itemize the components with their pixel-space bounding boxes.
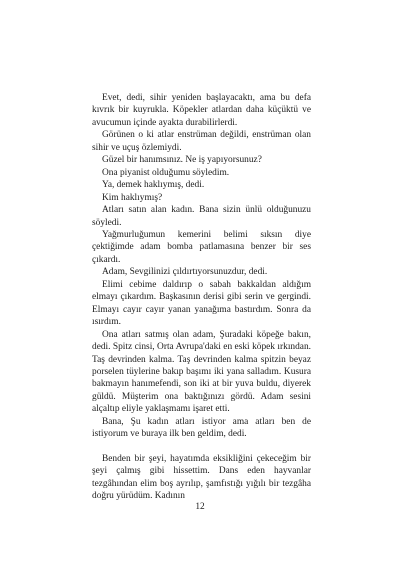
paragraph: Yağmurluğumun kemerini belimi sıksın diye çektiğimde adam bomba patlamasına benzer bir ses çıkardı. bbox=[92, 229, 311, 265]
paragraph: Atları satın alan kadın. Bana sizin ünlü olduğunuzu söyledi. bbox=[92, 205, 311, 228]
paragraph: Benden bir şeyi, hayatımda eksikliğini çekeceğim bir şeyi çalmış gibi hissettim. Dans eden hayvanlar tezgâhından elim boş ayrılıp, şamfıstığı yığılı bir tezgâha doğru yürüdüm. Kadının bbox=[92, 453, 311, 502]
paragraph: Bana, Şu kadın atları istiyor ama atları ben de istiyorum ve buraya ilk ben geldim, dedi. bbox=[92, 416, 311, 440]
paragraph: Kim haklıymış? bbox=[102, 192, 163, 203]
paragraph: Ona piyanist olduğumu söyledim. bbox=[102, 167, 230, 178]
paragraph: Elimi cebime daldırıp o sabah bakkaldan aldığım elmayı çıkardım. Başkasının derisi gibi serin ve gergindi. Elmayı cayır cayır yanan yanağıma bastırdım. Sonra da ısırdım. bbox=[92, 279, 311, 328]
paragraph: Evet, dedi, sihir yeniden başlayacaktı, ama bu defa kıvrık bir kuyrukla. Köpekler atlardan daha küçüktü ve avucumun içinde ayakta durabilirlerdi. bbox=[92, 93, 311, 128]
body-text bbox=[92, 92, 311, 503]
paragraph: Görünen o ki atlar enstrüman değildi, enstrüman olan sihir ve uçuş özlemiydi. bbox=[92, 130, 311, 153]
paragraph: Güzel bir hanımsınız. Ne iş yapıyorsunuz? bbox=[102, 155, 262, 166]
paragraph: Ona atları satmış olan adam, Şuradaki köpeğe bakın, dedi. Spitz cinsi, Orta Avrupa'daki en eski köpek ırkından. Taş devrinden kalma. Taş devrinden kalma spitzin beyaz porselen tüylerine bakıp başımı iki yana salladım. Kusura bakmayın hanımefendi, son iki at bir yuva buldu, diyerek güldü. Müşterim ona baktığınızı gördü. Adam sesini alçaltıp eliyle yaklaşmamı işaret etti. bbox=[92, 329, 311, 415]
paragraph: Adam, Sevgilinizi çıldırtıyorsunuzdur, dedi. bbox=[102, 267, 268, 278]
page-number: 12 bbox=[195, 502, 205, 512]
paragraph: Ya, demek haklıymış, dedi. bbox=[102, 180, 205, 191]
